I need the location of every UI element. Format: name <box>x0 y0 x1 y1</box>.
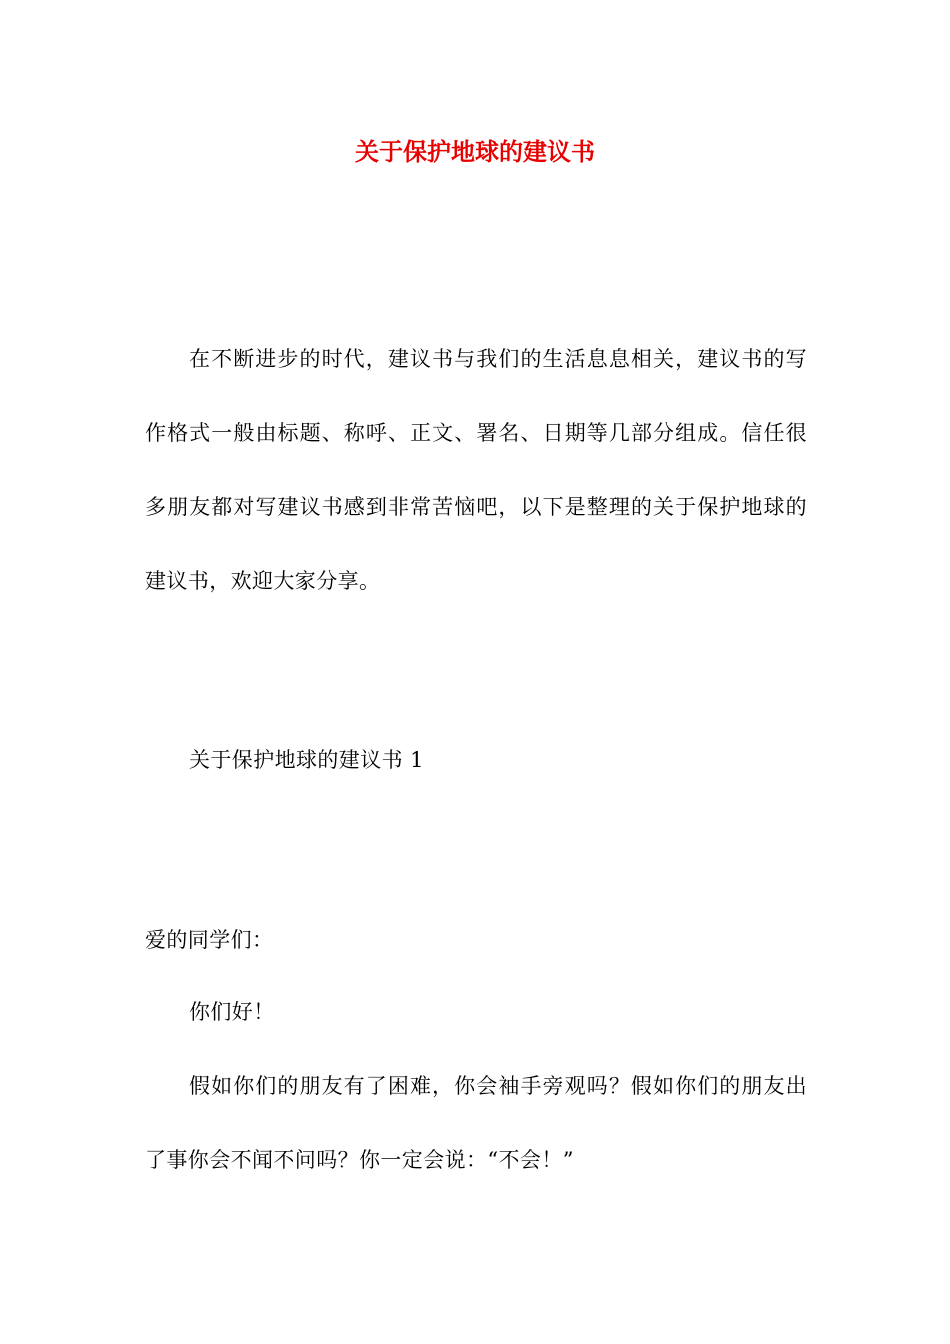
salutation: 爱的同学们： <box>145 928 274 952</box>
body-paragraph-1: 假如你们的朋友有了困难，你会袖手旁观吗？假如你们的朋友出了事你会不闻不问吗？你一定会说：“不会！” <box>145 1074 807 1172</box>
document-title: 关于保护地球的建议书 <box>355 137 595 166</box>
section-heading: 关于保护地球的建议书 1 <box>189 748 424 772</box>
intro-paragraph: 在不断进步的时代，建议书与我们的生活息息相关，建议书的写作格式一般由标题、称呼、正文、署名、日期等几部分组成。信任很多朋友都对写建议书感到非常苦恼吧，以下是整理的关于保护地球的建议书，欢迎大家分享。 <box>145 347 807 593</box>
greeting: 你们好！ <box>189 1000 275 1024</box>
